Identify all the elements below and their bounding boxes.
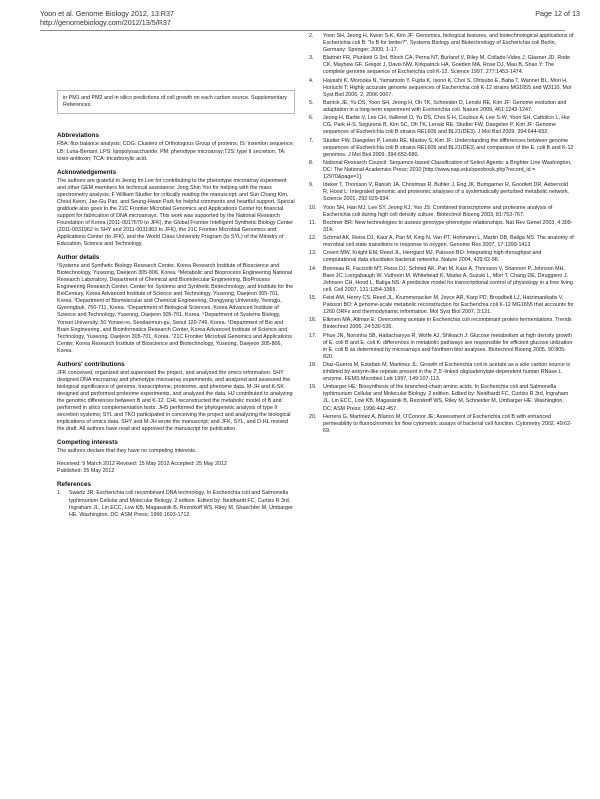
reference-number: 1. bbox=[57, 490, 62, 497]
reference-number: 18. bbox=[309, 362, 317, 369]
reference-item bbox=[306, 266, 574, 294]
acknowledgements-text: The authors are grateful to Jeong Im Lee for contributing to the phenotype microarray experiment and other GEM members for technical assistance; Jong Shin Yoo for helping with the mass spectrometry analysis; F William Studier for critically reading the manuscript; and Sun Chang Kim, Choul Kwon, Jae-Gu Pan, and Seung-Hwan Park for helpful comments and heartful support. Special gratitude also goes to the 21C Frontier Microbial Genomics and Applications Center for financial support for fabrication of DNA microarrays. This work was supported by the National Research Foundation of Korea (2011-0017670 to JFK), the Global Frontier Intelligent Synthetic Biology Center (2011-0031962 to SHY and 2011-0031963 to JFK), the 21C Frontier Microbial Genomics and Applications Center (to JFK), and the World Class University Program (to SYL) of the Ministry of Education, Science and Technology. bbox=[57, 177, 295, 248]
reference-number: 10. bbox=[309, 204, 317, 211]
reference-number: 7. bbox=[309, 137, 314, 144]
reference-text: Herrera G, Martinez A, Blanco M, O'Connor JE: Assessment of Escherichia coli B with enhanced permeability to fluorochromes for flow cytometric assays of bacterial cell function. Cytometry 2002, 49:62-69. bbox=[323, 413, 572, 434]
reference-text: Swartz JR: Escherichia coli recombinant DNA technology. In Escherichia coli and Salmonella typhimurium Cellular and Molecular Biology. 2 edition. Edited by: Neidhardt FC, Curtiss R 3rd, Ingraham JL, Lin ECC, Low KB, Magasanik B, Reznikoff WS, Riley M, Shaechter M, Umbarger HE. Washington, DC: ASM Press; 1996:1693-1712. bbox=[69, 490, 293, 518]
left-column bbox=[57, 90, 295, 520]
reference-number: 13. bbox=[309, 250, 317, 257]
reference-number: 6. bbox=[309, 115, 314, 122]
reference-text: Bochner BR: New technologies to assess genotype-phenotype relationships. Nat Rev Genet 2003, 4:309-314. bbox=[323, 219, 573, 233]
publication-dates bbox=[57, 461, 295, 475]
reference-number: 11. bbox=[309, 219, 317, 226]
reference-text: Phue JN, Noronha SB, Hattacharyya R, Wolfe AJ, Shiloach J: Glucose metabolism at high density growth of E. coli B and E. coli K: differences in metabolic pathways are responsible for efficient glucose utilization in E. coli B as determined by microarrays and Northern blot analyses. Biotechnol Bioeng 2005, 90:805-820. bbox=[323, 332, 573, 360]
reference-item bbox=[306, 317, 574, 331]
reference-item bbox=[306, 205, 574, 219]
reference-text: Studier FW, Daegelen P, Lenski RE, Maslov S, Kim JF: Understanding the differences between genome sequences of Escherichia coli B strains REL606 and BL21(DE3) and comparison of the E. coli B and K-12 genomes. J Mol Biol 2009, 394:653-680. bbox=[323, 137, 574, 158]
reference-number: 2. bbox=[309, 33, 314, 39]
reference-item bbox=[306, 220, 574, 234]
reference-item bbox=[306, 78, 574, 99]
competing-interests-text: The authors declare that they have no competing interests. bbox=[57, 448, 197, 455]
reference-text: Hayashi K, Morooka N, Yamamoto Y, Fujita K, Isono K, Choi S, Ohtsubo E, Baba T, Wanner BL, Mori H, Horiuchi T: Highly accurate genome sequences of Escherichia coli K-12 strains MG1655 and W3110. Mol Syst Biol 2006, 2, 2006 0007. bbox=[323, 77, 572, 98]
reference-text: Schmid AK, Reiss DJ, Kaur A, Pan M, King N, Van PT, Hohmann L, Martin DB, Baliga NS: The anatomy of microbial cell state transitions in response to oxygen. Genome Res 2007, 17:1399-1413. bbox=[323, 235, 574, 249]
reference-item bbox=[306, 182, 574, 203]
reference-text: National Research Council: Sequence-based Classification of Select Agents: a Brighter Line Washington, DC: The National Academies Press; 2010 [http://www.nap.edu/openbook.php?record_id = 12970&page=1]. bbox=[323, 159, 572, 181]
reference-text: Diaz-Guerra M, Esteban M, Martinez JL: Growth of Escherichia coli in acetate as a sole carbon source is inhibited by ankyrin-like repeats present in the 2',5'-linked oligoadenylate-dependent human RNase L enzyme. FEMS Microbiol Lett 1997, 149:107-113. bbox=[323, 362, 571, 383]
supplementary-box-text: in PM1 and PM2 and in silico predictions of cell growth on each carbon source. Supplementary References. bbox=[63, 95, 287, 109]
reference-item bbox=[306, 115, 574, 136]
reference-number: 8. bbox=[309, 159, 314, 166]
reference-number: 17. bbox=[309, 332, 317, 339]
author-details-text: ¹Systems and Synthetic Biology Research Center, Korea Research Institute of Bioscience and Biotechnology, Yuseong, Daejeon 305-806, Korea. ²Metabolic and Bioprocess Engineering National Research Laboratory, Department of Chemical and Biomolecular Engineering, BioProcess Engineering Research Center, Center for Systems and Synthetic Biotechnology, and Institute for the BioCentury, Korea Advanced Institute of Science and Technology, Yuseong, Daejeon 305-701, Korea. ³Department of Biomolecular and Chemical Engineering, Dongyang University, Yeongju, Gyeongbuk, 750-711, Korea. ⁴Department of Biological Sciences, Korea Advanced Institute of Science and Technology, Yuseong, Daejeon 305-701, Korea. ⁵Department of Systems Biology, Yonsei University, 50 Yonsei-ro, Seodaemun-gu, Seoul 120-749, Korea. ⁶Department of Bio and Brain Engineering, and Bioinformatics Research Center, Korea Advanced Institute of Science and Technology, Yuseong, Daejeon 305-701, Korea. ⁷21C Frontier Microbial Genomics and Applications Center, Korea Research Institute of Bioscience and Biotechnology, Yuseong, Daejeon 305-806, Korea. bbox=[57, 263, 294, 354]
page-number: Page 12 of 13 bbox=[535, 9, 580, 18]
header-citation: Yoon et al. Genome Biology 2012, 13:R37 bbox=[40, 9, 174, 18]
reference-text: Elkmen MA, Altman E: Overcoming acetate in Escherichia coli recombinant protein fermentations. Trends Biotechnol 2006, 24:530-536. bbox=[323, 317, 572, 331]
reference-text: Jeong H, Barbe V, Lee CH, Vallenet D, Yu DS, Choi S-H, Couloux A, Lee S-W, Yoon SH, Cattolico L, Hur CG, Park H-S, Segurens B, Kim SC, Oh TK, Lenski RE, Studier FW, Daegelen P, Kim JF: Genome sequences of Escherichia coli B strains REL606 and BL21(DE3). J Mol Biol 2009, 394:644-652. bbox=[323, 115, 571, 136]
acknowledgements-heading: Acknowledgements bbox=[57, 168, 117, 176]
reference-number: 12. bbox=[309, 235, 317, 242]
reference-number: 5. bbox=[309, 99, 314, 106]
reference-number: 16. bbox=[309, 317, 317, 324]
reference-item bbox=[306, 160, 574, 181]
reference-number: 9. bbox=[309, 182, 314, 189]
contributions-text: JFK conceived, organized and supervised the project, and analyzed the omics information. SHY designed DNA microarray and phenotype microarray experiments, and analyzed and assessed the biological significance of genome, transcriptome, proteome, and phenome data. M-JH and K-SK designed and performed proteome experiments, and analyzed the data. HJ contributed to analyzing the genomic differences between B and K-12. CHL reconstructed the metabolic model of B and performed in silico complementation tests; JHS performed the phylogenetic analysis of type II secretion systems; SYL and TKO participated in conceiving the project and analyzing the biological implications of omics data. SHY and M-JH wrote the manuscript; and JFK, SYL, and D-HL revised the draft. All authors have read and approved the manuscript for publication. bbox=[57, 369, 293, 433]
reference-item bbox=[306, 33, 574, 54]
reference-item bbox=[306, 235, 574, 249]
reference-text: Covert MW, Knight EM, Reed JL, Herrgard MJ, Palsson BO: Integrating high-throughput and computational data elucidates bacterial networks. Nature 2004, 429:92-96. bbox=[323, 250, 542, 264]
reference-text: Ideker T, Thorsson V, Ranish JA, Christmas R, Buhler J, Eng JK, Bumgarner R, Goodlett DR, Aebersold R, Hood L: Integrated genomic and proteomic analyses of a systematically perturbed metabolic network. Science 2001, 292:929-934. bbox=[323, 182, 570, 203]
references-list-right bbox=[306, 33, 574, 435]
running-header bbox=[40, 10, 580, 27]
reference-item bbox=[57, 490, 295, 518]
reference-text: Yoon SH, Han MJ, Lee SY, Jeong KJ, Yoo JS: Combined transcriptome and proteome analysis of Escherichia coli during high cell density culture. Biotechnol Bioeng 2003, 81:753-767. bbox=[323, 204, 553, 218]
reference-text: Bonneau R, Facciotti MT, Reiss DJ, Schmid AK, Pan M, Kaur A, Thorsson V, Shannon P, Johnson MH, Bare JC, Longabaugh W, Vuthoori M, Whitehead K, Madar A, Suzuki L, Mori T, Chang DE, Diruggiero J, Johnson CH, Hood L, Baliga NS: A predictive model for transcriptional control of physiology in a free living cell. Cell 2007, 131:1354-1365. bbox=[323, 265, 573, 293]
header-divider bbox=[40, 30, 565, 31]
reference-text: Yoon SH, Jeong H, Kwon S-K, Kim JF: Genomics, biological features, and biotechnological applications of Escherichia coli B: "Is B for better?". Systems Biology and Biotechnology of Escherichia coli Berlin, Germany: Springer; 2009, 1-17. bbox=[323, 33, 574, 54]
author-details-heading: Author details bbox=[57, 254, 100, 262]
contributions-heading: Authors' contributions bbox=[57, 360, 125, 368]
header-url[interactable]: http://genomebiology.com/2012/13/5/R37 bbox=[40, 17, 171, 27]
reference-item bbox=[306, 333, 574, 361]
reference-item bbox=[306, 138, 574, 159]
reference-item bbox=[306, 362, 574, 383]
reference-text: Barrick JE, Yu DS, Yoon SH, Jeong H, Oh TK, Schneider D, Lenski RE, Kim JF: Genome evolution and adaptation in a long-term experiment with Escherichia coli. Nature 2009, 461:1243-1247. bbox=[323, 99, 567, 114]
reference-number: 3. bbox=[309, 55, 314, 62]
reference-item bbox=[306, 384, 574, 412]
supplementary-box bbox=[57, 90, 295, 114]
reference-item bbox=[306, 295, 574, 316]
reference-item bbox=[306, 100, 574, 114]
reference-text: Blattner FR, Plunkett G 3rd, Bloch CA, Perna NT, Burland V, Riley M, Collado-Vides J, Glasner JD, Rode CK, Mayhew GF, Gregor J, Davis NW, Kirkpatrick HA, Goeden MA, Rose DJ, Mau B, Shao Y: The complete genome sequence of Escherichia coli K-12. Science 1997, 277:1453-1474. bbox=[323, 55, 571, 76]
reference-number: 19. bbox=[309, 384, 317, 391]
reference-text: Umbarger HE: Biosynthesis of the branched-chain amino acids. In Escherichia coli and Salmonella typhimurium Cellular and Molecular Biology. 2 edition. Edited by: Neidhardt FC, Curtiss R 3rd, Ingraham JL, Lin ECC, Low KB, Magasanik B, Reznikoff WS, Riley M, Schneider M, Umbarger HE. Washington, DC: ASM Press; 1996:442-457. bbox=[323, 384, 569, 412]
published-date: Published: 25 May 2012 bbox=[57, 468, 115, 475]
reference-number: 20. bbox=[309, 413, 317, 420]
reference-text: Feist AM, Henry CS, Reed JL, Krummenacker M, Joyce AR, Karp PD, Broadbelt LJ, Hatzimanikatis V, Palsson BO: A genome-scale metabolic reconstruction for Escherichia coli K-12 MG1655 that accounts for 1260 ORFs and thermodynamic information. Mol Syst Biol 2007, 3:121. bbox=[323, 295, 574, 316]
right-column bbox=[306, 33, 574, 436]
reference-number: 4. bbox=[309, 77, 314, 84]
reference-item bbox=[306, 414, 574, 435]
abbreviations-heading: Abbreviations bbox=[57, 132, 99, 140]
abbreviations-text: FBA: flux balance analysis; COG: Clusters of Orthologous Group of proteins; IS: insertion sequence; LB: Luria-Bertani; LPS: lipopolysaccharide; PM: phenotype microarray;T2S: type II secretion; TA: toxin-antitoxin; TCA: tricarboxylic acid. bbox=[57, 141, 295, 162]
reference-item bbox=[306, 55, 574, 76]
received-dates: Received: 9 March 2012 Revised: 15 May 2012 Accepted: 25 May 2012 bbox=[57, 461, 227, 468]
reference-number: 15. bbox=[309, 295, 317, 302]
reference-item bbox=[306, 250, 574, 264]
competing-interests-heading: Competing interests bbox=[57, 439, 118, 447]
references-list-left bbox=[57, 490, 295, 518]
references-heading: References bbox=[57, 481, 91, 489]
reference-number: 14. bbox=[309, 265, 317, 272]
